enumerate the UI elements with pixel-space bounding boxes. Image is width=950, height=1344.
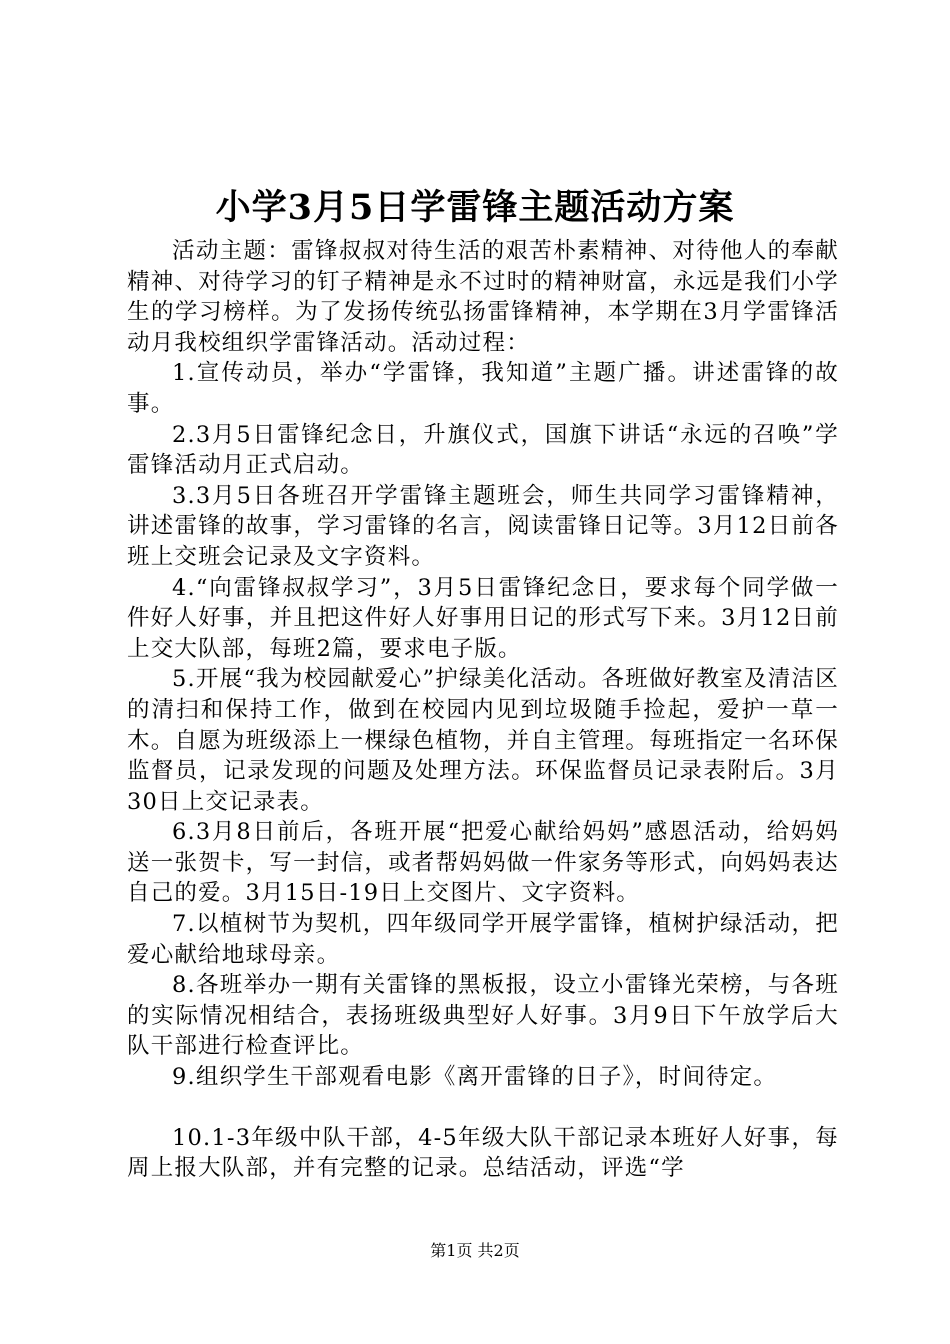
- page-number-footer: 第1页 共2页: [430, 1241, 520, 1260]
- paragraph-item-9: 9.组织学生干部观看电影《离开雷锋的日子》，时间待定。: [172, 1064, 778, 1091]
- paragraph-item-10: 10.1-3年级中队干部，4-5年级大队干部记录本班好人好事，每周上报大队部，并有完整的记录。总结活动，评选“学: [127, 1124, 839, 1182]
- paragraph-intro: 活动主题：雷锋叔叔对待生活的艰苦朴素精神、对待他人的奉献精神、对待学习的钉子精神是永不过时的精神财富，永远是我们小学生的学习榜样。为了发扬传统弘扬雷锋精神，本学期在3月学雷锋活动月我校组织学雷锋活动。活动过程：: [127, 238, 839, 356]
- paragraph-item-6: 6.3月8日前后，各班开展“把爱心献给妈妈”感恩活动，给妈妈送一张贺卡，写一封信，或者帮妈妈做一件家务等形式，向妈妈表达自己的爱。3月15日-19日上交图片、文字资料。: [127, 819, 839, 907]
- paragraph-item-8: 8.各班举办一期有关雷锋的黑板报，设立小雷锋光荣榜，与各班的实际情况相结合，表扬班级典型好人好事。3月9日下午放学后大队干部进行检查评比。: [127, 972, 839, 1060]
- paragraph-item-3: 3.3月5日各班召开学雷锋主题班会，师生共同学习雷锋精神，讲述雷锋的故事，学习雷锋的名言，阅读雷锋日记等。3月12日前各班上交班会记录及文字资料。: [127, 482, 839, 570]
- document-body: [127, 236, 839, 1184]
- paragraph-item-7: 7.以植树节为契机，四年级同学开展学雷锋，植树护绿活动，把爱心献给地球母亲。: [127, 911, 839, 968]
- page-title: 小学3月5日学雷锋主题活动方案: [215, 187, 735, 228]
- paragraph-item-2: 2.3月5日雷锋纪念日，升旗仪式，国旗下讲话“永远的召唤”学雷锋活动月正式启动。: [127, 421, 839, 479]
- paragraph-item-4: 4.“向雷锋叔叔学习”，3月5日雷锋纪念日，要求每个同学做一件好人好事，并且把这件好人好事用日记的形式写下来。3月12日前上交大队部，每班2篇，要求电子版。: [127, 574, 839, 662]
- paragraph-item-5: 5.开展“我为校园献爱心”护绿美化活动。各班做好教室及清洁区的清扫和保持工作，做到在校园内见到垃圾随手捡起，爱护一草一木。自愿为班级添上一棵绿色植物，并自主管理。每班指定一名环保监督员，记录发现的问题及处理方法。环保监督员记录表附后。3月30日上交记录表。: [127, 666, 839, 815]
- paragraph-item-1: 1.宣传动员，举办“学雷锋，我知道”主题广播。讲述雷锋的故事。: [127, 360, 839, 417]
